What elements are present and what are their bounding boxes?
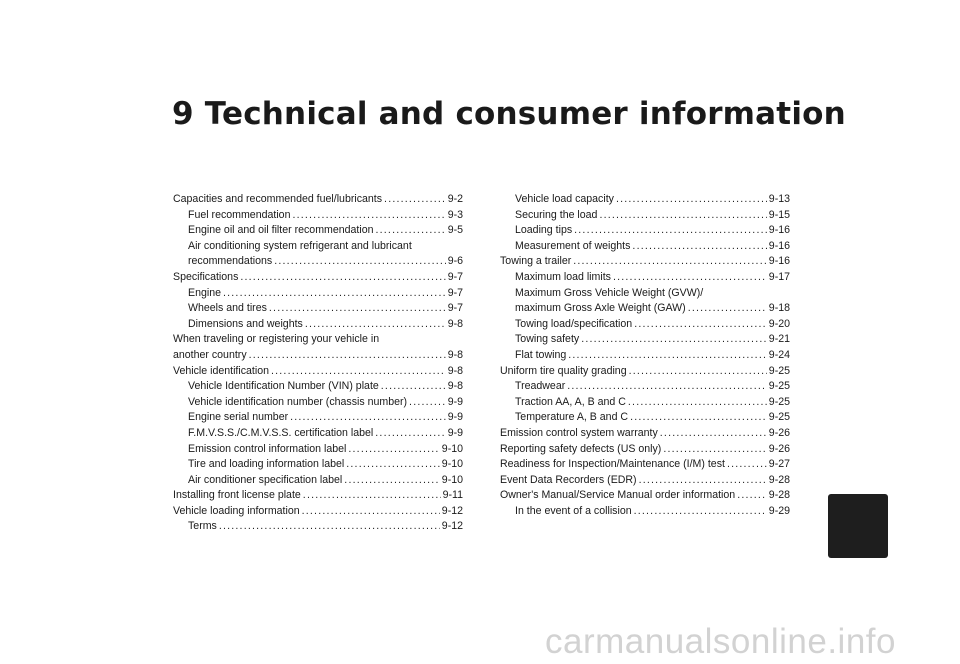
dot-leader — [269, 301, 446, 317]
toc-page-number: 9-10 — [441, 458, 463, 471]
toc-page-number: 9-8 — [447, 380, 463, 393]
toc-entry[interactable] — [500, 442, 790, 458]
toc-page-number: 9-11 — [442, 489, 463, 502]
toc-entry[interactable] — [173, 457, 463, 473]
dot-leader — [599, 208, 766, 224]
toc-page-number: 9-26 — [768, 426, 790, 439]
toc-entry[interactable] — [173, 208, 463, 224]
toc-page-number: 9-10 — [441, 442, 463, 455]
toc-entry-title: Flat towing — [515, 348, 567, 361]
toc-entry-title: maximum Gross Axle Weight (GAW) — [515, 302, 686, 315]
dot-leader — [223, 286, 446, 302]
dot-leader — [274, 254, 445, 270]
toc-entry-title: Dimensions and weights — [188, 317, 303, 330]
toc-page-number: 9-7 — [447, 270, 463, 283]
toc-page-number: 9-9 — [447, 395, 463, 408]
dot-leader — [375, 426, 445, 442]
toc-entry[interactable] — [500, 488, 790, 504]
toc-page-number: 9-16 — [768, 224, 790, 237]
toc-page-number: 9-17 — [768, 270, 790, 283]
toc-entry-title: Capacities and recommended fuel/lubricants — [173, 193, 383, 205]
dot-leader — [348, 442, 439, 458]
dot-leader — [634, 504, 767, 520]
toc-entry[interactable] — [173, 488, 463, 504]
toc-entry-title: Measurement of weights — [515, 239, 631, 252]
dot-leader — [305, 317, 446, 333]
toc-entry-title: Vehicle load capacity — [515, 193, 614, 205]
toc-entry[interactable] — [500, 317, 790, 333]
toc-page-number: 9-13 — [768, 193, 790, 205]
dot-leader — [302, 504, 440, 520]
toc-entry[interactable] — [173, 192, 463, 208]
dot-leader — [292, 208, 445, 224]
toc-entry[interactable] — [500, 223, 790, 239]
dot-leader — [632, 239, 766, 255]
toc-entry-title: Vehicle identification number (chassis number) — [188, 395, 408, 408]
dot-leader — [271, 364, 446, 380]
chapter-title: 9 Technical and consumer information — [172, 96, 846, 132]
toc-entry-title: Securing the load — [515, 208, 598, 221]
toc-page-number: 9-16 — [768, 255, 790, 268]
toc-entry[interactable] — [500, 192, 790, 208]
toc-entry[interactable] — [173, 519, 463, 535]
toc-entry[interactable] — [500, 332, 790, 348]
toc-entry-title: Vehicle identification — [173, 364, 269, 377]
toc-entry[interactable] — [173, 426, 463, 442]
toc-entry-title: Traction AA, A, B and C — [515, 395, 626, 408]
toc-entry-title: Engine serial number — [188, 411, 289, 424]
toc-page-number: 9-21 — [768, 333, 790, 346]
dot-leader — [376, 223, 446, 239]
toc-entry-title: Towing a trailer — [500, 255, 572, 268]
toc-entry-title: Temperature A, B and C — [515, 411, 629, 424]
toc-entry[interactable] — [500, 379, 790, 395]
toc-entry-title: recommendations — [188, 255, 273, 268]
toc-entry[interactable] — [173, 473, 463, 489]
toc-entry-title: Emission control system warranty — [500, 426, 658, 439]
toc-entry[interactable] — [500, 301, 790, 317]
toc-entry[interactable] — [173, 254, 463, 270]
toc-page-number: 9-28 — [768, 473, 790, 486]
toc-entry[interactable] — [500, 457, 790, 473]
toc-page-number: 9-12 — [441, 520, 463, 533]
dot-leader — [727, 457, 767, 473]
dot-leader — [737, 488, 767, 504]
dot-leader — [567, 379, 767, 395]
toc-entry-text-line: Air conditioning system refrigerant and lubricant — [188, 239, 412, 252]
dot-leader — [630, 410, 767, 426]
toc-page-number: 9-12 — [441, 504, 463, 517]
toc-entry[interactable] — [173, 504, 463, 520]
toc-entry-title: Towing safety — [515, 333, 580, 346]
toc-entry-title: Event Data Recorders (EDR) — [500, 473, 637, 486]
toc-entry[interactable] — [173, 348, 463, 364]
dot-leader — [303, 488, 441, 504]
toc-entry[interactable] — [500, 348, 790, 364]
toc-page-number: 9-28 — [768, 489, 790, 502]
dot-leader — [568, 348, 767, 364]
toc-column-right — [500, 192, 790, 519]
dot-leader — [381, 379, 446, 395]
toc-entry-title: Terms — [188, 520, 217, 533]
toc-entry-title: Engine oil and oil filter recommendation — [188, 224, 374, 237]
dot-leader — [219, 519, 440, 535]
toc-entry-title: Treadwear — [515, 380, 566, 393]
toc-page-number: 9-25 — [768, 395, 790, 408]
toc-entry[interactable] — [500, 208, 790, 224]
toc-page-number: 9-3 — [447, 208, 463, 221]
toc-entry[interactable] — [500, 504, 790, 520]
toc-page-number: 9-24 — [768, 348, 790, 361]
dot-leader — [629, 364, 767, 380]
toc-entry[interactable] — [173, 442, 463, 458]
dot-leader — [346, 457, 440, 473]
toc-entry-text-line: When traveling or registering your vehicle in — [173, 333, 380, 346]
dot-leader — [634, 317, 767, 333]
toc-page-number: 9-16 — [768, 239, 790, 252]
toc-entry-title: Maximum load limits — [515, 270, 611, 283]
dot-leader — [574, 223, 767, 239]
toc-entry-title: Fuel recommendation — [188, 208, 291, 221]
toc-page-number: 9-18 — [768, 302, 790, 315]
toc-column-left — [173, 192, 463, 535]
dot-leader — [409, 395, 446, 411]
toc-page-number: 9-27 — [768, 458, 790, 471]
chapter-tab-marker — [828, 494, 888, 558]
toc-entry[interactable] — [500, 254, 790, 270]
toc-entry[interactable] — [173, 410, 463, 426]
watermark-text: carmanualsonline.info — [545, 622, 896, 661]
dot-leader — [613, 270, 767, 286]
toc-page-number: 9-25 — [768, 380, 790, 393]
toc-entry[interactable] — [173, 395, 463, 411]
toc-entry-title: Vehicle loading information — [173, 504, 300, 517]
toc-entry-title: Emission control information label — [188, 442, 347, 455]
toc-page-number: 9-2 — [447, 193, 463, 205]
toc-entry-title: Wheels and tires — [188, 302, 267, 315]
toc-entry-text-line: Maximum Gross Vehicle Weight (GVW)/ — [515, 286, 704, 299]
toc-page-number: 9-6 — [447, 255, 463, 268]
toc-page-number: 9-9 — [447, 426, 463, 439]
dot-leader — [573, 254, 767, 270]
dot-leader — [581, 332, 767, 348]
toc-entry-title: Air conditioner specification label — [188, 473, 343, 486]
toc-page-number: 9-26 — [768, 442, 790, 455]
dot-leader — [344, 473, 440, 489]
toc-page-number: 9-25 — [768, 364, 790, 377]
toc-entry[interactable] — [500, 395, 790, 411]
toc-page-number: 9-8 — [447, 317, 463, 330]
toc-entry-title: In the event of a collision — [515, 504, 632, 517]
dot-leader — [290, 410, 446, 426]
toc-entry-title: Engine — [188, 286, 221, 299]
toc-entry-title: Readiness for Inspection/Maintenance (I/M) test — [500, 458, 725, 471]
toc-entry[interactable] — [500, 426, 790, 442]
toc-entry-title: another country — [173, 348, 247, 361]
dot-leader — [628, 395, 767, 411]
toc-entry[interactable] — [500, 364, 790, 380]
dot-leader — [639, 473, 767, 489]
dot-leader — [616, 192, 767, 208]
toc-entry[interactable] — [173, 286, 463, 302]
toc-entry[interactable] — [500, 473, 790, 489]
toc-entry-title: Towing load/specification — [515, 317, 633, 330]
toc-entry[interactable] — [173, 301, 463, 317]
toc-entry[interactable] — [173, 379, 463, 395]
toc-entry[interactable] — [173, 270, 463, 286]
toc-page-number: 9-25 — [768, 411, 790, 424]
toc-entry[interactable] — [500, 410, 790, 426]
toc-page-number: 9-10 — [441, 473, 463, 486]
toc-page-number: 9-7 — [447, 286, 463, 299]
dot-leader — [660, 426, 767, 442]
toc-entry-title: Loading tips — [515, 224, 573, 237]
toc-entry[interactable] — [500, 239, 790, 255]
toc-entry-title: Uniform tire quality grading — [500, 364, 627, 377]
toc-page-number: 9-5 — [447, 224, 463, 237]
toc-page-number: 9-29 — [768, 504, 790, 517]
dot-leader — [688, 301, 767, 317]
toc-entry[interactable] — [173, 223, 463, 239]
toc-page-number: 9-15 — [768, 208, 790, 221]
toc-entry-title: F.M.V.S.S./C.M.V.S.S. certification label — [188, 426, 374, 439]
dot-leader — [384, 192, 446, 208]
dot-leader — [249, 348, 446, 364]
toc-entry-title: Owner's Manual/Service Manual order information — [500, 489, 736, 502]
toc-entry[interactable] — [173, 317, 463, 333]
toc-page-number: 9-9 — [447, 411, 463, 424]
toc-entry-title: Reporting safety defects (US only) — [500, 442, 662, 455]
toc-entry-title: Installing front license plate — [173, 489, 301, 502]
toc-entry-title: Specifications — [173, 270, 239, 283]
dot-leader — [663, 442, 766, 458]
toc-entry[interactable] — [500, 270, 790, 286]
toc-entry-title: Tire and loading information label — [188, 458, 345, 471]
dot-leader — [240, 270, 445, 286]
toc-entry-title: Vehicle Identification Number (VIN) plate — [188, 380, 379, 393]
toc-entry[interactable] — [173, 364, 463, 380]
toc-page-number: 9-8 — [447, 348, 463, 361]
toc-page-number: 9-8 — [447, 364, 463, 377]
toc-page-number: 9-20 — [768, 317, 790, 330]
toc-page-number: 9-7 — [447, 302, 463, 315]
